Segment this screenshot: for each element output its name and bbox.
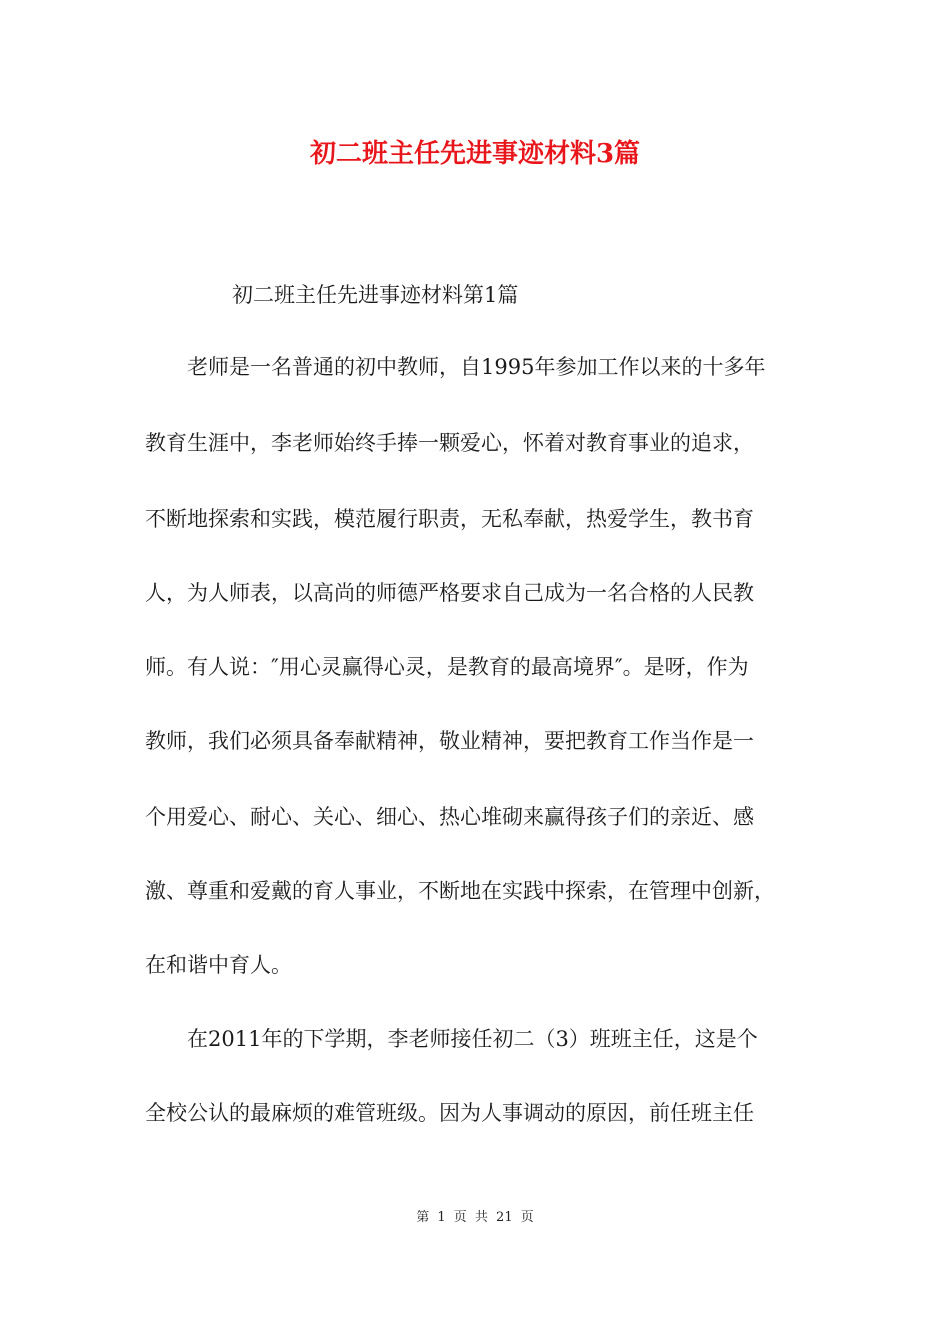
document-title: 初二班主任先进事迹材料3篇 [309,139,641,169]
section-heading: 初二班主任先进事迹材料第1篇 [232,283,519,307]
body-line: 在和谐中育人。 [145,953,292,977]
body-line: 激、尊重和爱戴的育人事业，不断地在实践中探索，在管理中创新， [145,879,775,903]
body-line: 全校公认的最麻烦的难管班级。因为人事调动的原因，前任班主任 [145,1101,754,1125]
body-line: 教育生涯中，李老师始终手捧一颗爱心，怀着对教育事业的追求， [145,431,754,455]
body-line: 个用爱心、耐心、关心、细心、热心堆砌来赢得孩子们的亲近、感 [145,805,754,829]
body-line: 不断地探索和实践，模范履行职责，无私奉献，热爱学生，教书育 [145,507,754,531]
body-line: 在2011年的下学期，李老师接任初二（3）班班主任，这是个 [145,1027,758,1051]
body-line: 人，为人师表，以高尚的师德严格要求自己成为一名合格的人民教 [145,581,754,605]
body-line: 教师，我们必须具备奉献精神，敬业精神，要把教育工作当作是一 [145,729,754,753]
page-number-footer: 第 1 页 共 21 页 [416,1210,534,1225]
body-line: 师。有人说：″用心灵赢得心灵，是教育的最高境界″。是呀，作为 [145,655,749,679]
body-line: 老师是一名普通的初中教师，自1995年参加工作以来的十多年 [145,355,766,379]
